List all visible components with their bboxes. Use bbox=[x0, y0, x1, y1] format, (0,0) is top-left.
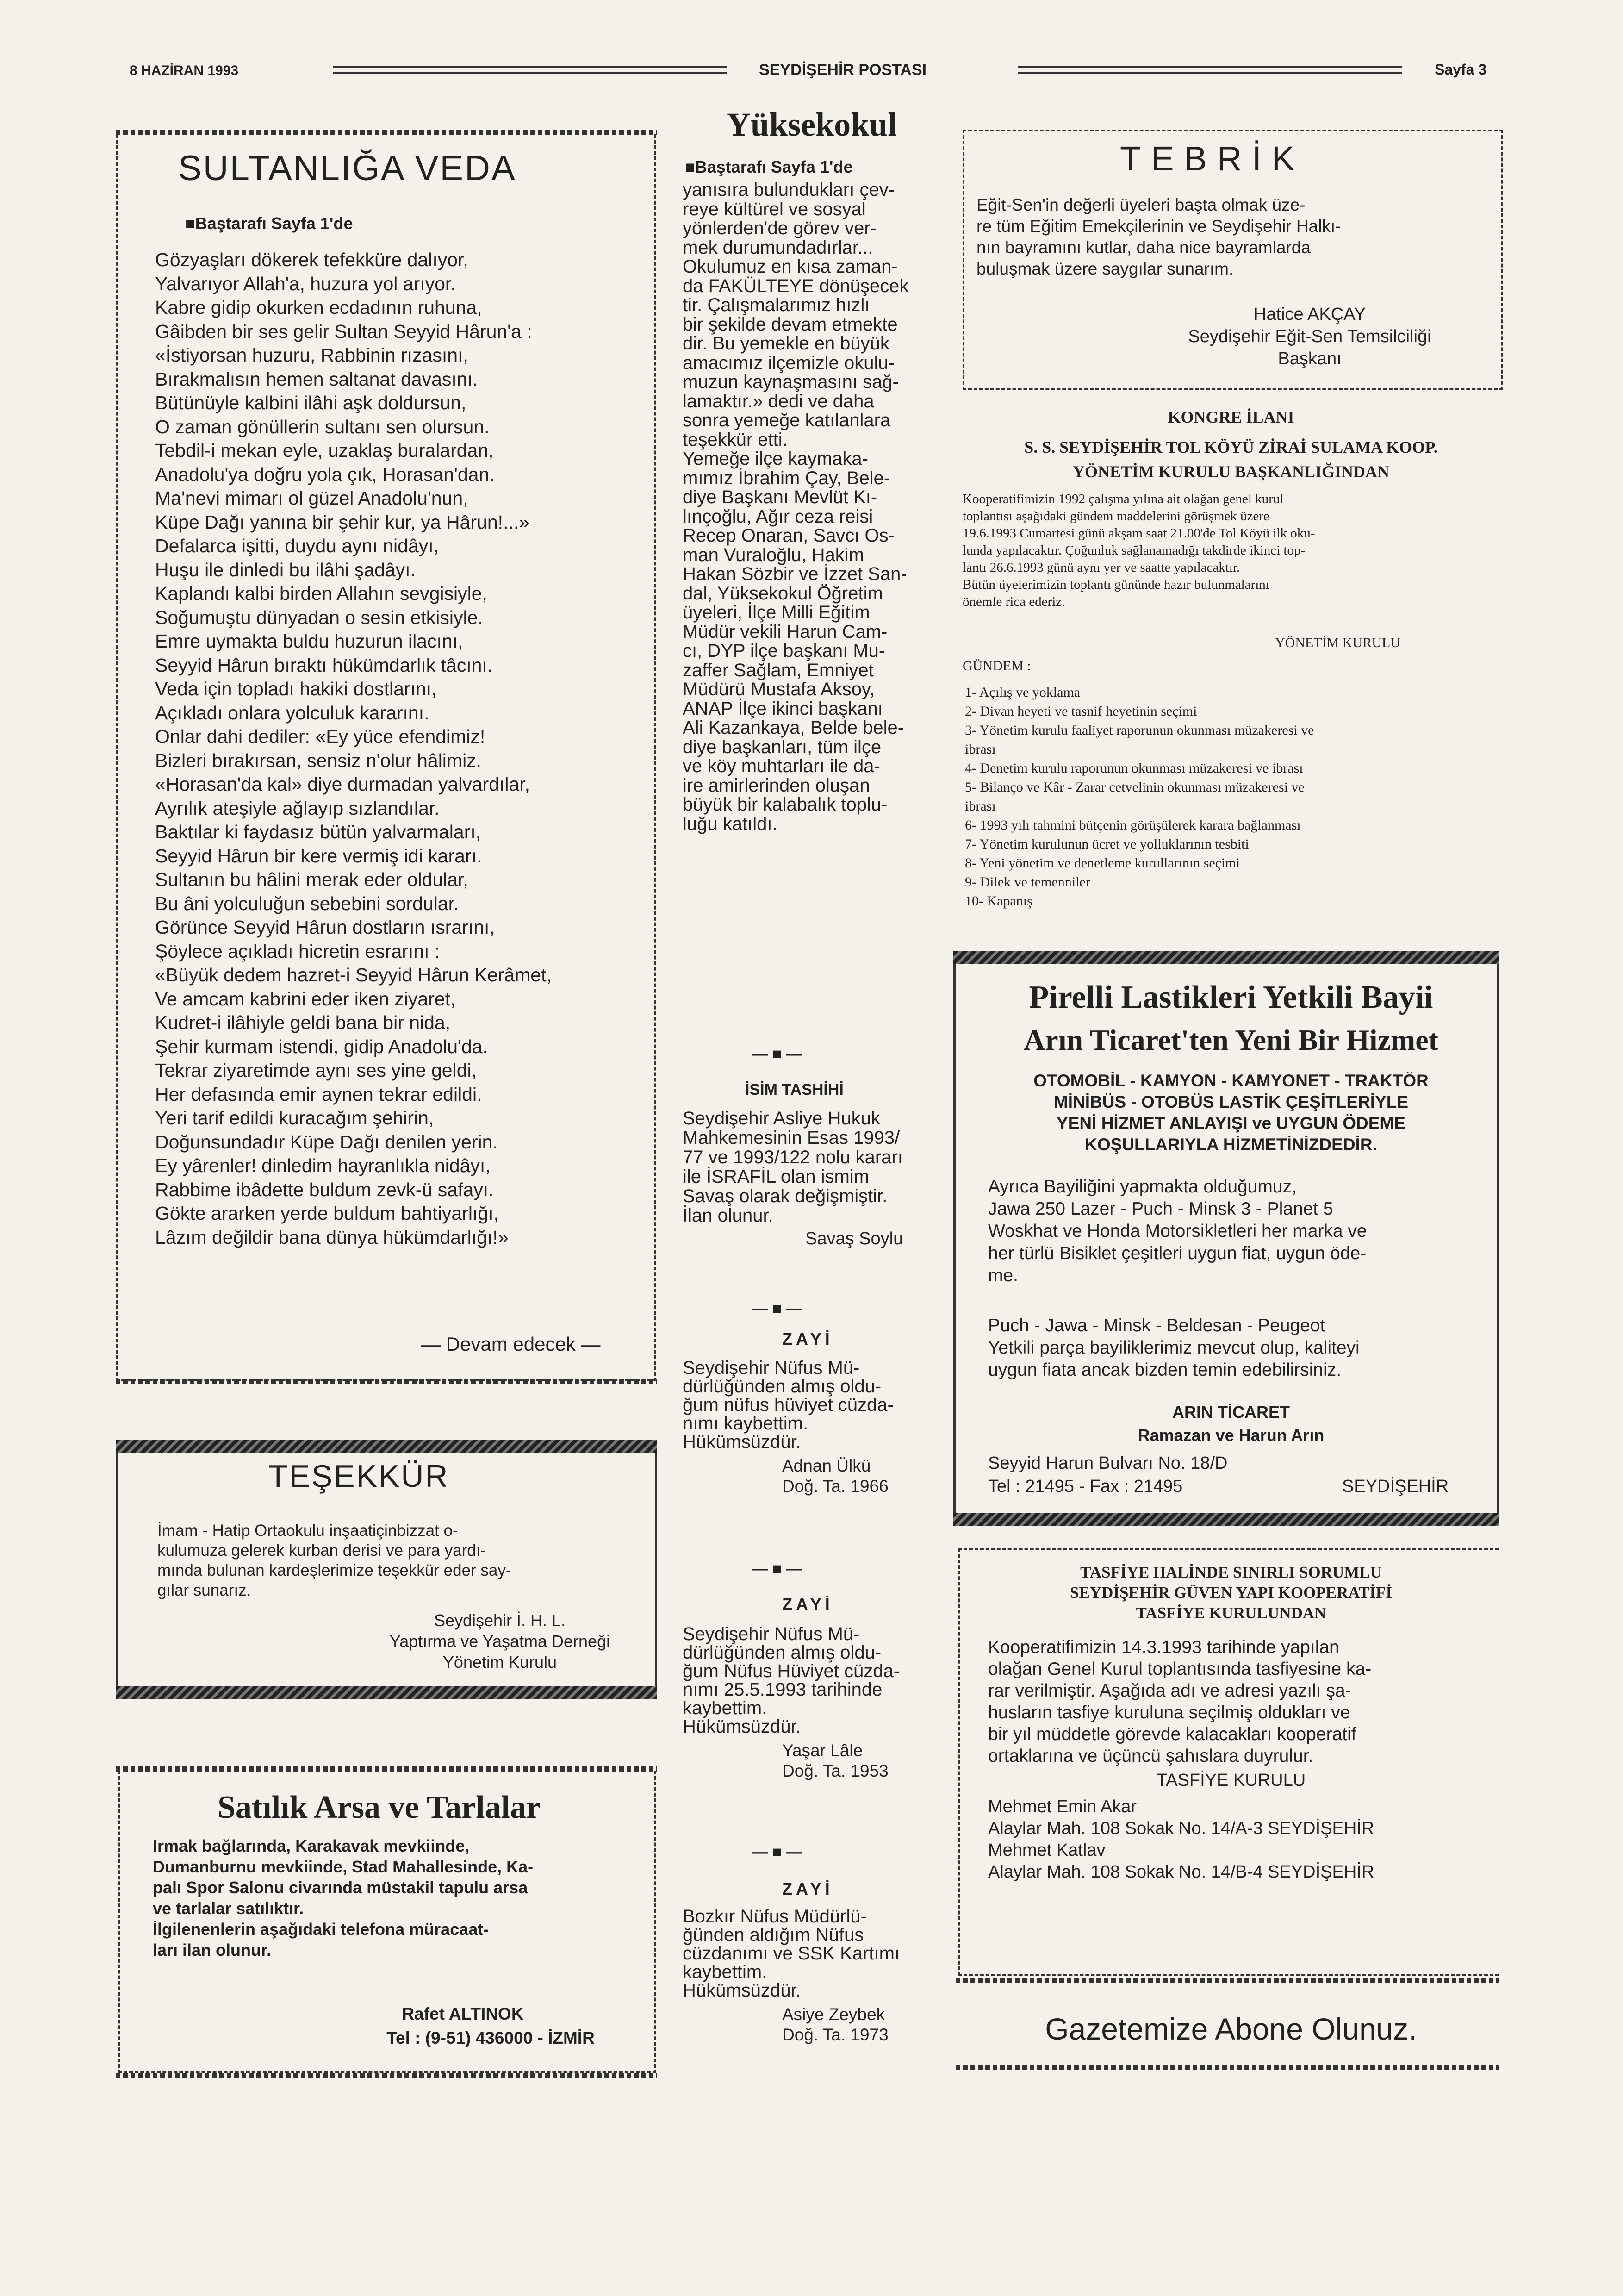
kongre-gundem-line: 10- Kapanış bbox=[965, 893, 1032, 909]
kongre-gundem-label: GÜNDEM : bbox=[963, 658, 1031, 674]
sultanliga-line: Tekrar ziyaretimde aynı ses yine geldi, bbox=[155, 1060, 477, 1081]
zayi2-line: ğum Nüfus Hüviyet cüzda- bbox=[683, 1661, 900, 1681]
sultanliga-subhead-text: Baştarafı Sayfa 1'de bbox=[195, 214, 353, 233]
kongre-gundem-line: 1- Açılış ve yoklama bbox=[965, 685, 1081, 700]
isim-line: ile İSRAFİL olan ismim bbox=[683, 1167, 870, 1187]
isim-line: Savaş olarak değişmiştir. bbox=[683, 1186, 888, 1206]
yuksekokul-line: tir. Çalışmalarımız hızlı bbox=[683, 295, 870, 315]
yuksekokul-line: yönlerden'de görev ver- bbox=[683, 218, 877, 238]
tasfiye-text bbox=[988, 1636, 1371, 1767]
sultanliga-line: Kaplandı kalbi birden Allahın sevgisiyle, bbox=[155, 583, 487, 604]
kongre-gundem-line: 8- Yeni yönetim ve denetleme kurullarının seçimi bbox=[965, 855, 1240, 871]
zayi2-signature bbox=[782, 1741, 889, 1781]
tasfiye-title-line: SEYDİŞEHİR GÜVEN YAPI KOOPERATİFİ bbox=[1070, 1584, 1392, 1602]
tasfiye-title bbox=[963, 1562, 1499, 1623]
pirelli-city: SEYDİŞEHİR bbox=[1342, 1477, 1449, 1496]
separator-1: — ■ — bbox=[752, 1045, 802, 1063]
pirelli-caps bbox=[963, 1070, 1499, 1155]
kongre-line: Kooperatifimizin 1992 çalışma yılına ait olağan genel kurul bbox=[963, 492, 1284, 506]
zayi1-line: Seydişehir Nüfus Mü- bbox=[683, 1358, 860, 1378]
header-rule-left bbox=[333, 66, 727, 74]
tebrik-title: TEBRİK bbox=[1120, 139, 1305, 178]
kongre-gundem-line: 3- Yönetim kurulu faaliyet raporunun okunması müzakeresi ve bbox=[965, 723, 1314, 738]
sultanliga-title: SULTANLIĞA VEDA bbox=[178, 149, 516, 188]
sultanliga-line: O zaman gönüllerin sultanı sen olursun. bbox=[155, 416, 490, 437]
kongre-gundem-line: 4- Denetim kurulu raporunun okunması müzakeresi ve ibrası bbox=[965, 761, 1303, 776]
kongre-line: toplantısı aşağıdaki gündem maddelerini görüşmek üzere bbox=[963, 509, 1269, 524]
zayi3-line: Bozkır Nüfus Müdürlü- bbox=[683, 1906, 867, 1927]
sultanliga-line: Defalarca işitti, duydu aynı nidâyı, bbox=[155, 535, 439, 556]
zayi3-signature bbox=[782, 2004, 889, 2045]
yuksekokul-line: man Vuraloğlu, Hakim bbox=[683, 544, 864, 565]
satilik-bottom-border bbox=[116, 2073, 657, 2078]
isim-line: 77 ve 1993/122 nolu kararı bbox=[683, 1147, 903, 1167]
yuksekokul-line: diye başkanları, tüm ilçe bbox=[683, 736, 882, 757]
abone-bottom-border bbox=[956, 2065, 1499, 2070]
zayi3-line: cüzdanımı ve SSK Kartımı bbox=[683, 1943, 900, 1964]
sultanliga-line: Şöylece açıkladı hicretin esrarını : bbox=[155, 940, 440, 962]
zayi2-sign-line: Yaşar Lâle bbox=[782, 1741, 863, 1760]
kongre-gundem-line: 7- Yönetim kurulunun ücret ve yolluklarının tesbiti bbox=[965, 836, 1249, 852]
kongre-sub2: YÖNETİM KURULU BAŞKANLIĞINDAN bbox=[1072, 462, 1390, 481]
tebrik-line: Eğit-Sen'in değerli üyeleri başta olmak üze- bbox=[976, 195, 1306, 214]
zayi3-sign-line: Doğ. Ta. 1973 bbox=[782, 2025, 889, 2044]
tasfiye-line: rar verilmiştir. Aşağıda adı ve adresi yazılı şa- bbox=[988, 1681, 1351, 1701]
sultanliga-line: Onlar dahi dediler: «Ey yüce efendimiz! bbox=[155, 726, 485, 747]
tesekkur-line: mında bulunan kardeşlerimize teşekkür eder say- bbox=[157, 1561, 511, 1579]
tesekkur-top-border bbox=[116, 1440, 657, 1453]
satilik-text bbox=[153, 1835, 533, 1960]
sultanliga-line: Bizleri bırakırsan, sensiz n'olur hâlimiz. bbox=[155, 749, 482, 771]
tasfiye-member-line: Mehmet Katlav bbox=[988, 1841, 1106, 1860]
pirelli-title1: Pirelli Lastikleri Yetkili Bayii bbox=[1029, 980, 1433, 1015]
kongre-gundem-list bbox=[965, 683, 1314, 911]
sultanliga-line: Baktılar ki faydasız bütün yalvarmaları, bbox=[155, 821, 481, 842]
tebrik-sign-line: Hatice AKÇAY bbox=[1253, 305, 1366, 324]
yuksekokul-subhead: ■Baştarafı Sayfa 1'de bbox=[685, 157, 853, 176]
kongre-line: önemle rica ederiz. bbox=[963, 594, 1065, 609]
satilik-line: palı Spor Salonu civarında müstakil tapulu arsa bbox=[153, 1878, 528, 1897]
tebrik-line: nın bayramını kutlar, daha nice bayramlarda bbox=[976, 238, 1311, 257]
pirelli-sign1: ARIN TİCARET bbox=[1172, 1403, 1290, 1422]
zayi3-text bbox=[683, 1907, 900, 2000]
zayi1-signature bbox=[782, 1456, 889, 1497]
yuksekokul-line: büyük bir kalabalık toplu- bbox=[683, 794, 888, 815]
sultanliga-line: Her defasında emir aynen tekrar edildi. bbox=[155, 1083, 482, 1105]
tebrik-text bbox=[976, 194, 1341, 280]
sultanliga-line: Bütünüyle kalbini ilâhi aşk doldursun, bbox=[155, 392, 466, 413]
kongre-line: Bütün üyelerimizin toplantı gününde hazır bulunmalarını bbox=[963, 577, 1269, 592]
tasfiye-line: Kooperatifimizin 14.3.1993 tarihinde yapılan bbox=[988, 1637, 1339, 1657]
isim-line: Seydişehir Asliye Hukuk bbox=[683, 1108, 880, 1129]
pirelli-para1-line: Ayrıca Bayiliğini yapmakta olduğumuz, bbox=[988, 1177, 1297, 1197]
tasfiye-signature: TASFİYE KURULU bbox=[1156, 1771, 1306, 1790]
yuksekokul-line: mımız İbrahim Çay, Bele- bbox=[683, 468, 890, 488]
zayi2-line: dürlüğünden almış oldu- bbox=[683, 1642, 882, 1663]
separator-3: — ■ — bbox=[752, 1560, 802, 1578]
yuksekokul-line: lınçoğlu, Ağır ceza reisi bbox=[683, 506, 873, 527]
yuksekokul-line: Okulumuz en kısa zaman- bbox=[683, 256, 898, 277]
yuksekokul-title: Yüksekokul bbox=[727, 106, 897, 143]
yuksekokul-line: lamaktır.» dedi ve daha bbox=[683, 391, 874, 412]
yuksekokul-subhead-text: Baştarafı Sayfa 1'de bbox=[695, 157, 853, 176]
tasfiye-member-line: Alaylar Mah. 108 Sokak No. 14/B-4 SEYDİŞEHİR bbox=[988, 1862, 1374, 1882]
pirelli-caps-line: YENİ HİZMET ANLAYIŞI ve UYGUN ÖDEME bbox=[1057, 1114, 1405, 1133]
sultanliga-line: Emre uymakta buldu huzurun ilacını, bbox=[155, 630, 463, 652]
sultanliga-line: Rabbime ibâdette buldum zevk-ü safayı. bbox=[155, 1179, 494, 1200]
tesekkur-line: kulumuza gelerek kurban derisi ve para yardı- bbox=[157, 1541, 486, 1560]
abone-banner: Gazetemize Abone Olunuz. bbox=[1045, 2012, 1417, 2046]
sultanliga-line: Gözyaşları dökerek tefekküre dalıyor, bbox=[155, 249, 468, 270]
tebrik-sign-line: Başkanı bbox=[1278, 349, 1342, 368]
satilik-line: İlgilenenlerin aşağıdaki telefona müracaat- bbox=[153, 1920, 489, 1939]
kongre-gundem-line: ibrası bbox=[965, 799, 996, 814]
zayi1-text bbox=[683, 1359, 894, 1451]
kongre-gundem-line: 2- Divan heyeti ve tasnif heyetinin seçimi bbox=[965, 704, 1197, 719]
isim-signature: Savaş Soylu bbox=[805, 1229, 903, 1248]
tasfiye-line: bir yıl müddetle görevde kalacakları kooperatif bbox=[988, 1724, 1356, 1744]
yuksekokul-line: Hakan Sözbir ve İzzet San- bbox=[683, 564, 907, 584]
zayi2-sign-line: Doğ. Ta. 1953 bbox=[782, 1761, 889, 1780]
yuksekokul-line: dal, Yüksekokul Öğretim bbox=[683, 583, 883, 604]
pirelli-para1-line: her türlü Bisiklet çeşitleri uygun fiat, uygun öde- bbox=[988, 1243, 1367, 1263]
isim-line: İlan olunur. bbox=[683, 1205, 773, 1226]
sultanliga-subhead: ■Baştarafı Sayfa 1'de bbox=[185, 214, 353, 233]
sultanliga-line: Doğunsundadır Küpe Dağı denilen yerin. bbox=[155, 1131, 498, 1153]
kongre-sub1: S. S. SEYDİŞEHİR TOL KÖYÜ ZİRAİ SULAMA KOOP. bbox=[1024, 438, 1438, 456]
yuksekokul-line: üyeleri, İlçe Milli Eğitim bbox=[683, 602, 870, 623]
yuksekokul-line: sonra yemeğe katılanlara bbox=[683, 410, 891, 430]
sultanliga-line: Gökte ararken yerde buldum bahtiyarlığı, bbox=[155, 1203, 499, 1224]
tasfiye-title-line: TASFİYE HALİNDE SINIRLI SORUMLU bbox=[1080, 1563, 1382, 1581]
yuksekokul-line: diye Başkanı Mevlüt Kı- bbox=[683, 487, 877, 507]
pirelli-para2-line: uygun fiata ancak bizden temin edebilirsiniz. bbox=[988, 1360, 1342, 1380]
kongre-line: lantı 26.6.1993 günü aynı yer ve saatte yapılacaktır. bbox=[963, 560, 1240, 575]
sultanliga-poem bbox=[155, 248, 552, 1249]
tesekkur-signature bbox=[361, 1610, 639, 1672]
tesekkur-line: gılar sunarız. bbox=[157, 1581, 251, 1599]
tesekkur-bottom-border bbox=[116, 1686, 657, 1699]
yuksekokul-line: luğu katıldı. bbox=[683, 813, 777, 834]
yuksekokul-line: cı, DYP ilçe başkanı Mu- bbox=[683, 641, 885, 661]
sultanliga-line: Sultanın bu hâlini merak eder oldular, bbox=[155, 869, 468, 890]
kongre-gundem-line: 5- Bilanço ve Kâr - Zarar cetvelinin okunması müzakeresi ve bbox=[965, 780, 1305, 795]
pirelli-para2-line: Puch - Jawa - Minsk - Beldesan - Peugeot bbox=[988, 1316, 1325, 1335]
yuksekokul-line: bir şekilde devam etmekte bbox=[683, 314, 898, 335]
sultanliga-line: Kudret-i ilâhiyle geldi bana bir nida, bbox=[155, 1012, 451, 1033]
sultanliga-line: Lâzım değildir bana dünya hükümdarlığı!» bbox=[155, 1226, 509, 1248]
satilik-name: Rafet ALTINOK bbox=[402, 2004, 524, 2023]
tesekkur-sign-line: Seydişehir İ. H. L. bbox=[434, 1611, 566, 1630]
sultanliga-continue: — Devam edecek — bbox=[421, 1333, 601, 1355]
pirelli-title2: Arın Ticaret'ten Yeni Bir Hizmet bbox=[1024, 1023, 1438, 1056]
zayi1-line: nımı kaybettim. bbox=[683, 1413, 808, 1434]
pirelli-para1-line: me. bbox=[988, 1266, 1019, 1285]
pirelli-caps-line: KOŞULLARIYLA HİZMETİNİZDEDİR. bbox=[1085, 1135, 1377, 1154]
yuksekokul-line: reye kültürel ve sosyal bbox=[683, 199, 866, 219]
zayi1-sign-line: Adnan Ülkü bbox=[782, 1456, 871, 1475]
yuksekokul-line: zaffer Sağlam, Emniyet bbox=[683, 660, 874, 680]
yuksekokul-line: Yemeğe ilçe kaymaka- bbox=[683, 449, 868, 469]
yuksekokul-line: ANAP İlçe ikinci başkanı bbox=[683, 698, 883, 719]
kongre-gundem-line: 6- 1993 yılı tahmini bütçenin görüşülerek karara bağlanması bbox=[965, 817, 1301, 833]
zayi1-line: Hükümsüzdür. bbox=[683, 1432, 801, 1452]
tesekkur-line: İmam - Hatip Ortaokulu inşaatiçinbizzat o- bbox=[157, 1522, 458, 1540]
kongre-line: 19.6.1993 Cumartesi günü akşam saat 21.00'de Tol Köyü ilk oku- bbox=[963, 526, 1315, 541]
sultanliga-bottom-border bbox=[116, 1379, 657, 1384]
sultanliga-line: Seyyid Hârun bir kere vermiş idi kararı. bbox=[155, 845, 482, 867]
tasfiye-member-line: Mehmet Emin Akar bbox=[988, 1797, 1137, 1816]
pirelli-bottom-border bbox=[953, 1513, 1499, 1526]
zayi2-line: Seydişehir Nüfus Mü- bbox=[683, 1624, 860, 1644]
header-rule-right bbox=[1018, 66, 1402, 74]
pirelli-tel: Tel : 21495 - Fax : 21495 bbox=[988, 1477, 1183, 1496]
yuksekokul-line: teşekkür etti. bbox=[683, 429, 788, 450]
tasfiye-line: olağan Genel Kurul toplantısında tasfiyesine ka- bbox=[988, 1659, 1372, 1679]
kongre-gundem-line: ibrası bbox=[965, 742, 996, 757]
sultanliga-line: «Horasan'da kal» diye durmadan yalvardılar, bbox=[155, 774, 530, 795]
satilik-tel: Tel : (9-51) 436000 - İZMİR bbox=[386, 2028, 595, 2047]
zayi1-title: ZAYİ bbox=[782, 1329, 833, 1348]
yuksekokul-line: mek durumundadırlar... bbox=[683, 237, 873, 258]
separator-4: — ■ — bbox=[752, 1843, 802, 1861]
satilik-line: ve tarlalar satılıktır. bbox=[153, 1899, 304, 1918]
zayi2-text bbox=[683, 1625, 900, 1736]
yuksekokul-line: da FAKÜLTEYE dönüşecek bbox=[683, 275, 909, 296]
tebrik-sign-line: Seydişehir Eğit-Sen Temsilciliği bbox=[1188, 327, 1431, 346]
header-paper-name: SEYDİŞEHİR POSTASI bbox=[759, 61, 927, 79]
zayi3-line: Hükümsüzdür. bbox=[683, 1980, 801, 2001]
tasfiye-member-line: Alaylar Mah. 108 Sokak No. 14/A-3 SEYDİŞEHİR bbox=[988, 1819, 1374, 1838]
tasfiye-members bbox=[988, 1796, 1374, 1883]
zayi3-sign-line: Asiye Zeybek bbox=[782, 2005, 885, 2024]
tebrik-line: buluşmak üzere saygılar sunarım. bbox=[976, 259, 1234, 278]
sultanliga-line: Görünce Seyyid Hârun dostların ısrarını, bbox=[155, 917, 495, 938]
tesekkur-text bbox=[157, 1521, 511, 1600]
tebrik-line: re tüm Eğitim Emekçilerinin ve Seydişehir Halkı- bbox=[976, 217, 1341, 236]
tasfiye-line: husların tasfiye kuruluna seçilmiş oldukları ve bbox=[988, 1703, 1350, 1722]
sultanliga-line: Şehir kurmam istendi, gidip Anadolu'da. bbox=[155, 1036, 488, 1057]
tesekkur-title: TEŞEKKÜR bbox=[268, 1459, 449, 1494]
header-date: 8 HAZİRAN 1993 bbox=[130, 63, 239, 78]
tesekkur-sign-line: Yönetim Kurulu bbox=[442, 1653, 557, 1672]
zayi1-sign-line: Doğ. Ta. 1966 bbox=[782, 1477, 889, 1496]
zayi2-line: kaybettim. bbox=[683, 1698, 767, 1718]
sultanliga-line: Anadolu'ya doğru yola çık, Horasan'dan. bbox=[155, 463, 495, 485]
yuksekokul-line: Recep Onaran, Savcı Os- bbox=[683, 525, 895, 546]
sultanliga-line: Bu âni yolculuğun sebebini sordular. bbox=[155, 892, 459, 914]
kongre-gundem-line: 9- Dilek ve temenniler bbox=[965, 874, 1090, 890]
tasfiye-title-line: TASFİYE KURULUNDAN bbox=[1136, 1604, 1326, 1622]
tasfiye-bottom-border bbox=[956, 1978, 1499, 1983]
pirelli-sign2: Ramazan ve Harun Arın bbox=[1138, 1426, 1325, 1445]
yuksekokul-line: ve köy muhtarları ile da- bbox=[683, 756, 880, 776]
zayi1-line: ğum nüfus hüviyet cüzda- bbox=[683, 1395, 894, 1415]
zayi3-line: kaybettim. bbox=[683, 1962, 767, 1982]
yuksekokul-line: Ali Kazankaya, Belde bele- bbox=[683, 718, 904, 738]
yuksekokul-line: ire amirlerinden oluşan bbox=[683, 775, 870, 796]
sultanliga-line: Huşu ile dinledi bu ilâhi şadâyı. bbox=[155, 559, 416, 580]
tasfiye-line: ortaklarına ve üçüncü şahıslara duyrulur. bbox=[988, 1746, 1313, 1766]
sultanliga-line: «Büyük dedem hazret-i Seyyid Hârun Kerâmet, bbox=[155, 964, 552, 986]
separator-2: — ■ — bbox=[752, 1300, 802, 1317]
sultanliga-line: Ayrılık ateşiyle ağlayıp sızlandılar. bbox=[155, 797, 440, 819]
sultanliga-line: Ve amcam kabrini eder iken ziyaret, bbox=[155, 988, 456, 1010]
isim-text bbox=[683, 1109, 903, 1225]
zayi2-line: Hükümsüzdür. bbox=[683, 1716, 801, 1737]
yuksekokul-line: yanısıra bulundukları çev- bbox=[683, 180, 895, 200]
sultanliga-line: Veda için topladı hakiki dostlarını, bbox=[155, 678, 437, 699]
pirelli-para2-line: Yetkili parça bayiliklerimiz mevcut olup, kaliteyi bbox=[988, 1338, 1360, 1358]
kongre-text bbox=[963, 491, 1315, 611]
yuksekokul-line: amacımız ilçemizle okulu- bbox=[683, 352, 895, 373]
yuksekokul-text bbox=[683, 181, 908, 834]
sultanliga-line: Tebdil-i mekan eyle, uzaklaş buralardan, bbox=[155, 440, 494, 461]
tesekkur-sign-line: Yaptırma ve Yaşatma Derneği bbox=[389, 1632, 610, 1651]
sultanliga-line: «İstiyorsan huzuru, Rabbinin rızasını, bbox=[155, 344, 468, 366]
zayi2-title: ZAYİ bbox=[782, 1595, 833, 1614]
sultanliga-line: Ma'nevi mimarı ol güzel Anadolu'nun, bbox=[155, 487, 468, 509]
yuksekokul-line: dir. Bu yemekle en büyük bbox=[683, 333, 889, 354]
sultanliga-line: Ey yârenler! dinledim hayranlıkla nidâyı, bbox=[155, 1155, 491, 1176]
satilik-line: Irmak bağlarında, Karakavak mevkiinde, bbox=[153, 1836, 470, 1855]
tebrik-signature bbox=[1148, 303, 1472, 370]
isim-title: İSİM TASHİHİ bbox=[745, 1081, 844, 1098]
sultanliga-line: Yeri tarif edildi kuracağım şehirin, bbox=[155, 1107, 434, 1129]
pirelli-top-border bbox=[953, 951, 1499, 964]
pirelli-caps-line: OTOMOBİL - KAMYON - KAMYONET - TRAKTÖR bbox=[1033, 1071, 1429, 1090]
zayi2-line: nımı 25.5.1993 tarihinde bbox=[683, 1679, 883, 1700]
sultanliga-line: Seyyid Hârun bıraktı hükümdarlık tâcını. bbox=[155, 654, 493, 676]
pirelli-para2 bbox=[988, 1315, 1360, 1381]
zayi3-line: ğünden aldığım Nüfus bbox=[683, 1925, 864, 1945]
sultanliga-line: Açıkladı onlara yolculuk kararını. bbox=[155, 702, 429, 724]
satilik-title: Satılık Arsa ve Tarlalar bbox=[218, 1790, 541, 1825]
sultanliga-line: Bırakmalısın hemen saltanat davasını. bbox=[155, 368, 478, 390]
satilik-line: ları ilan olunur. bbox=[153, 1940, 272, 1959]
sultanliga-line: Soğumuştu dünyadan o sesin etkisiyle. bbox=[155, 606, 483, 628]
sultanliga-line: Yalvarıyor Allah'a, huzura yol arıyor. bbox=[155, 273, 456, 294]
sultanliga-line: Kabre gidip okurken ecdadının ruhuna, bbox=[155, 297, 482, 318]
sultanliga-line: Gâibden bir ses gelir Sultan Seyyid Hârun'a : bbox=[155, 320, 532, 342]
pirelli-para1 bbox=[988, 1176, 1367, 1287]
sultanliga-line: Küpe Dağı yanına bir şehir kur, ya Hârun!...» bbox=[155, 511, 530, 533]
pirelli-address: Seyyid Harun Bulvarı No. 18/D bbox=[988, 1454, 1228, 1473]
pirelli-para1-line: Jawa 250 Lazer - Puch - Minsk 3 - Planet 5 bbox=[988, 1199, 1333, 1219]
isim-line: Mahkemesinin Esas 1993/ bbox=[683, 1128, 900, 1148]
satilik-line: Dumanburnu mevkiinde, Stad Mahallesinde, Ka- bbox=[153, 1857, 534, 1876]
kongre-signature: YÖNETİM KURULU bbox=[1275, 635, 1400, 650]
zayi1-line: dürlüğünden almış oldu- bbox=[683, 1376, 882, 1397]
zayi3-title: ZAYİ bbox=[782, 1879, 833, 1898]
yuksekokul-line: Müdür vekili Harun Cam- bbox=[683, 621, 888, 642]
kongre-title: KONGRE İLANI bbox=[1168, 408, 1294, 426]
yuksekokul-line: Müdürü Mustafa Aksoy, bbox=[683, 679, 875, 699]
yuksekokul-line: muzun kaynaşmasını sağ- bbox=[683, 372, 899, 392]
pirelli-caps-line: MİNİBÜS - OTOBÜS LASTİK ÇEŞİTLERİYLE bbox=[1053, 1092, 1409, 1111]
header-page-number: Sayfa 3 bbox=[1435, 61, 1487, 78]
kongre-line: lunda yapılacaktır. Çoğunluk sağlanamadığı takdirde ikinci top- bbox=[963, 543, 1306, 558]
pirelli-para1-line: Woskhat ve Honda Motorsikletleri her marka ve bbox=[988, 1221, 1367, 1241]
